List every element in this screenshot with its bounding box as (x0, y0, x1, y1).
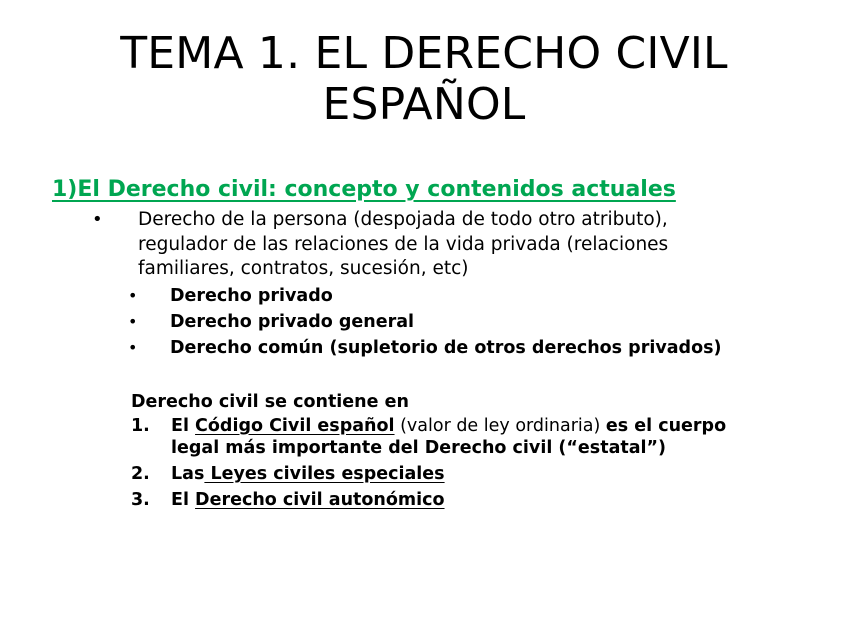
item-prefix: El (171, 416, 196, 436)
item-body (171, 489, 811, 511)
main-bullet-line-2: regulador de las relaciones de la vida privada (relaciones (138, 233, 669, 255)
item-number: 2. (131, 464, 150, 484)
numbered-item-1 (131, 415, 811, 459)
main-bullet-text (138, 208, 752, 282)
bullet-dot-icon: • (92, 209, 103, 230)
contains-label: Derecho civil se contiene en (131, 392, 409, 412)
item-body (171, 415, 811, 459)
item-middle-text: (valor de ley ordinaria) (394, 416, 606, 436)
numbered-item-3 (131, 489, 811, 511)
slide-title-line-2: ESPAÑOL (322, 79, 526, 130)
section-heading: 1)El Derecho civil: concepto y contenidos actuales (52, 177, 676, 202)
derecho-autonomico-link[interactable]: Derecho civil autonómico (195, 490, 445, 510)
item-suffix-line-2: legal más importante del Derecho civil (“estatal”) (171, 438, 667, 458)
main-bullet (92, 208, 752, 282)
leyes-civiles-link[interactable]: Leyes civiles especiales (204, 464, 445, 484)
item-number: 3. (131, 490, 150, 510)
item-prefix: Las (171, 464, 205, 484)
item-number: 1. (131, 416, 150, 436)
numbered-item-2 (131, 463, 811, 485)
item-prefix: El (171, 490, 196, 510)
sub-bullet-text: Derecho privado general (170, 312, 415, 332)
slide-title (0, 28, 848, 130)
item-body (171, 463, 811, 485)
sub-bullet-text: Derecho privado (170, 286, 333, 306)
bullet-dot-icon: • (128, 338, 138, 357)
bullet-dot-icon: • (128, 286, 138, 305)
main-bullet-line-1: Derecho de la persona (despojada de todo otro atributo), (138, 209, 668, 230)
sub-bullet-text: Derecho común (supletorio de otros derechos privados) (170, 338, 722, 358)
main-bullet-line-3: familiares, contratos, sucesión, etc) (138, 258, 469, 279)
numbered-list (131, 415, 811, 515)
bullet-dot-icon: • (128, 312, 138, 331)
slide-title-line-1: TEMA 1. EL DERECHO CIVIL (120, 28, 728, 79)
codigo-civil-link[interactable]: Código Civil español (195, 416, 395, 436)
item-suffix-line-1: es el cuerpo (605, 416, 727, 436)
